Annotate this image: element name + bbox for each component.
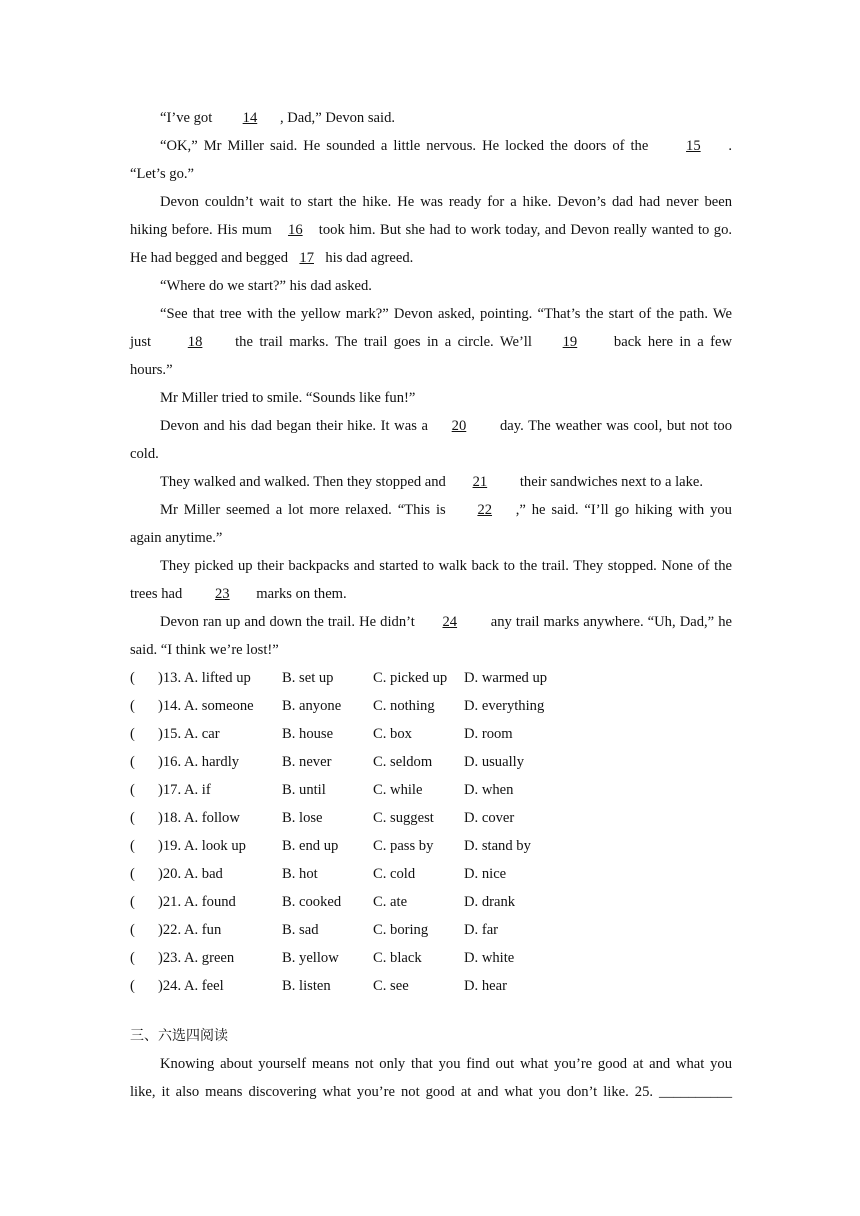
question-row xyxy=(130,972,732,1000)
answer-paren[interactable]: ( xyxy=(130,866,135,882)
option-a: )20. A. bad xyxy=(158,866,223,882)
option-c: C. picked up xyxy=(373,670,448,686)
story-paragraph-3 xyxy=(130,188,732,272)
answer-paren[interactable]: ( xyxy=(130,978,135,994)
option-c: C. pass by xyxy=(373,838,434,854)
option-b: B. never xyxy=(282,754,332,770)
question-row xyxy=(130,860,732,888)
option-d: D. nice xyxy=(464,866,507,882)
text: , Dad,” Devon said. xyxy=(279,110,396,126)
question-row xyxy=(130,804,732,832)
text: Devon couldn’t wait to start the hike. He was ready for a hike. Devon’s dad had never been hiking before. His mum xyxy=(130,194,732,238)
text: their sandwiches next to a lake. xyxy=(519,474,704,490)
option-a: )13. A. lifted up xyxy=(158,670,251,686)
text: marks on them. xyxy=(256,586,347,602)
option-c: C. suggest xyxy=(373,810,434,826)
option-c: C. ate xyxy=(373,894,408,910)
option-a: )21. A. found xyxy=(158,894,236,910)
option-a: )14. A. someone xyxy=(158,698,254,714)
blank-15[interactable]: 15 xyxy=(686,138,701,154)
blank-20[interactable]: 20 xyxy=(451,418,467,434)
text: “I’ve got xyxy=(160,110,213,126)
blank-23[interactable]: 23 xyxy=(214,586,230,602)
story-paragraph-2 xyxy=(130,132,732,188)
option-c: C. while xyxy=(373,782,423,798)
text: any trail marks anywhere. “Uh, Dad,” he said. “I think we’re lost!” xyxy=(130,614,732,658)
text: . “Let’s go.” xyxy=(130,138,732,182)
question-row xyxy=(130,664,732,692)
answer-paren[interactable]: ( xyxy=(130,894,135,910)
text: Mr Miller seemed a lot more relaxed. “This is xyxy=(160,502,446,518)
blank-22[interactable]: 22 xyxy=(477,502,493,518)
option-b: B. end up xyxy=(282,838,339,854)
question-row xyxy=(130,944,732,972)
text: They picked up their backpacks and started to walk back to the trail. They stopped. None of the trees had xyxy=(130,558,732,602)
question-row xyxy=(130,888,732,916)
option-d: D. cover xyxy=(464,810,515,826)
option-d: D. when xyxy=(464,782,514,798)
option-c: C. seldom xyxy=(373,754,433,770)
option-a: )24. A. feel xyxy=(158,978,224,994)
option-d: D. stand by xyxy=(464,838,531,854)
option-a: )15. A. car xyxy=(158,726,220,742)
section3-paragraph-line1: Knowing about yourself means not only that you find out what you’re good at and what you xyxy=(160,1056,732,1072)
question-row xyxy=(130,748,732,776)
text: Devon ran up and down the trail. He didn’t xyxy=(160,614,415,630)
option-d: D. far xyxy=(464,922,499,938)
option-b: B. until xyxy=(282,782,326,798)
blank-19[interactable]: 19 xyxy=(562,334,578,350)
text: back here in a few hours.” xyxy=(130,334,732,378)
option-b: B. lose xyxy=(282,810,323,826)
option-d: D. warmed up xyxy=(464,670,548,686)
section3-paragraph-line2 xyxy=(130,1078,732,1106)
option-b: B. cooked xyxy=(282,894,342,910)
option-a: )23. A. green xyxy=(158,950,235,966)
answer-paren[interactable]: ( xyxy=(130,698,135,714)
text: “See that tree with the yellow mark?” Devon asked, pointing. “That’s the start of the path. We just xyxy=(130,306,732,350)
story-paragraph-6: Mr Miller tried to smile. “Sounds like fun!” xyxy=(160,390,416,406)
answer-paren[interactable]: ( xyxy=(130,950,135,966)
option-a: )19. A. look up xyxy=(158,838,246,854)
blank-21[interactable]: 21 xyxy=(472,474,488,490)
document-page xyxy=(130,104,732,1106)
blank-25[interactable]: __________ xyxy=(659,1084,733,1100)
answer-paren[interactable]: ( xyxy=(130,754,135,770)
text: “OK,” Mr Miller said. He sounded a little nervous. He locked the doors of the xyxy=(160,138,649,154)
option-b: B. set up xyxy=(282,670,334,686)
question-row xyxy=(130,832,732,860)
option-d: D. room xyxy=(464,726,513,742)
option-c: C. see xyxy=(373,978,409,994)
answer-paren[interactable]: ( xyxy=(130,922,135,938)
text: the trail marks. The trail goes in a circle. We’ll xyxy=(235,334,532,350)
blank-16[interactable]: 16 xyxy=(288,222,303,238)
option-d: D. hear xyxy=(464,978,507,994)
option-d: D. everything xyxy=(464,698,545,714)
answer-paren[interactable]: ( xyxy=(130,670,135,686)
option-c: C. nothing xyxy=(373,698,435,714)
option-b: B. hot xyxy=(282,866,318,882)
story-paragraph-8 xyxy=(130,468,732,496)
story-paragraph-9 xyxy=(130,496,732,552)
blank-17[interactable]: 17 xyxy=(299,250,314,266)
blank-24[interactable]: 24 xyxy=(442,614,458,630)
story-paragraph-7 xyxy=(130,412,732,468)
option-b: B. listen xyxy=(282,978,331,994)
question-row xyxy=(130,916,732,944)
option-c: C. cold xyxy=(373,866,416,882)
story-paragraph-1 xyxy=(130,104,732,132)
blank-18[interactable]: 18 xyxy=(187,334,203,350)
text: day. The weather was cool, but not too cold. xyxy=(130,418,732,462)
option-c: C. boring xyxy=(373,922,429,938)
section-heading: 三、六选四阅读 xyxy=(130,1028,228,1044)
answer-paren[interactable]: ( xyxy=(130,810,135,826)
options-list xyxy=(130,664,732,1000)
option-a: )18. A. follow xyxy=(158,810,240,826)
option-a: )22. A. fun xyxy=(158,922,222,938)
question-row xyxy=(130,692,732,720)
story-paragraph-11 xyxy=(130,608,732,664)
text: like, it also means discovering what you’re not good at and what you don’t like. 25. xyxy=(130,1084,654,1100)
question-row xyxy=(130,720,732,748)
story-paragraph-4: “Where do we start?” his dad asked. xyxy=(160,278,372,294)
answer-paren[interactable]: ( xyxy=(130,838,135,854)
option-d: D. usually xyxy=(464,754,524,770)
option-a: )16. A. hardly xyxy=(158,754,240,770)
story-paragraph-10 xyxy=(130,552,732,608)
text: Devon and his dad began their hike. It was a xyxy=(160,418,428,434)
option-b: B. sad xyxy=(282,922,319,938)
text: They walked and walked. Then they stopped and xyxy=(160,474,446,490)
option-b: B. anyone xyxy=(282,698,342,714)
option-b: B. house xyxy=(282,726,334,742)
option-d: D. white xyxy=(464,950,515,966)
option-c: C. box xyxy=(373,726,412,742)
text: his dad agreed. xyxy=(325,250,414,266)
answer-paren[interactable]: ( xyxy=(130,782,135,798)
option-b: B. yellow xyxy=(282,950,339,966)
text: took him. But she had to work today, and Devon really wanted to go. He had begged and begged xyxy=(130,222,733,266)
option-d: D. drank xyxy=(464,894,516,910)
option-a: )17. A. if xyxy=(158,782,211,798)
text: ,” he said. “I’ll go hiking with you again anytime.” xyxy=(130,502,732,546)
question-row xyxy=(130,776,732,804)
story-paragraph-5 xyxy=(130,300,732,384)
answer-paren[interactable]: ( xyxy=(130,726,135,742)
option-c: C. black xyxy=(373,950,422,966)
blank-14[interactable]: 14 xyxy=(242,110,258,126)
